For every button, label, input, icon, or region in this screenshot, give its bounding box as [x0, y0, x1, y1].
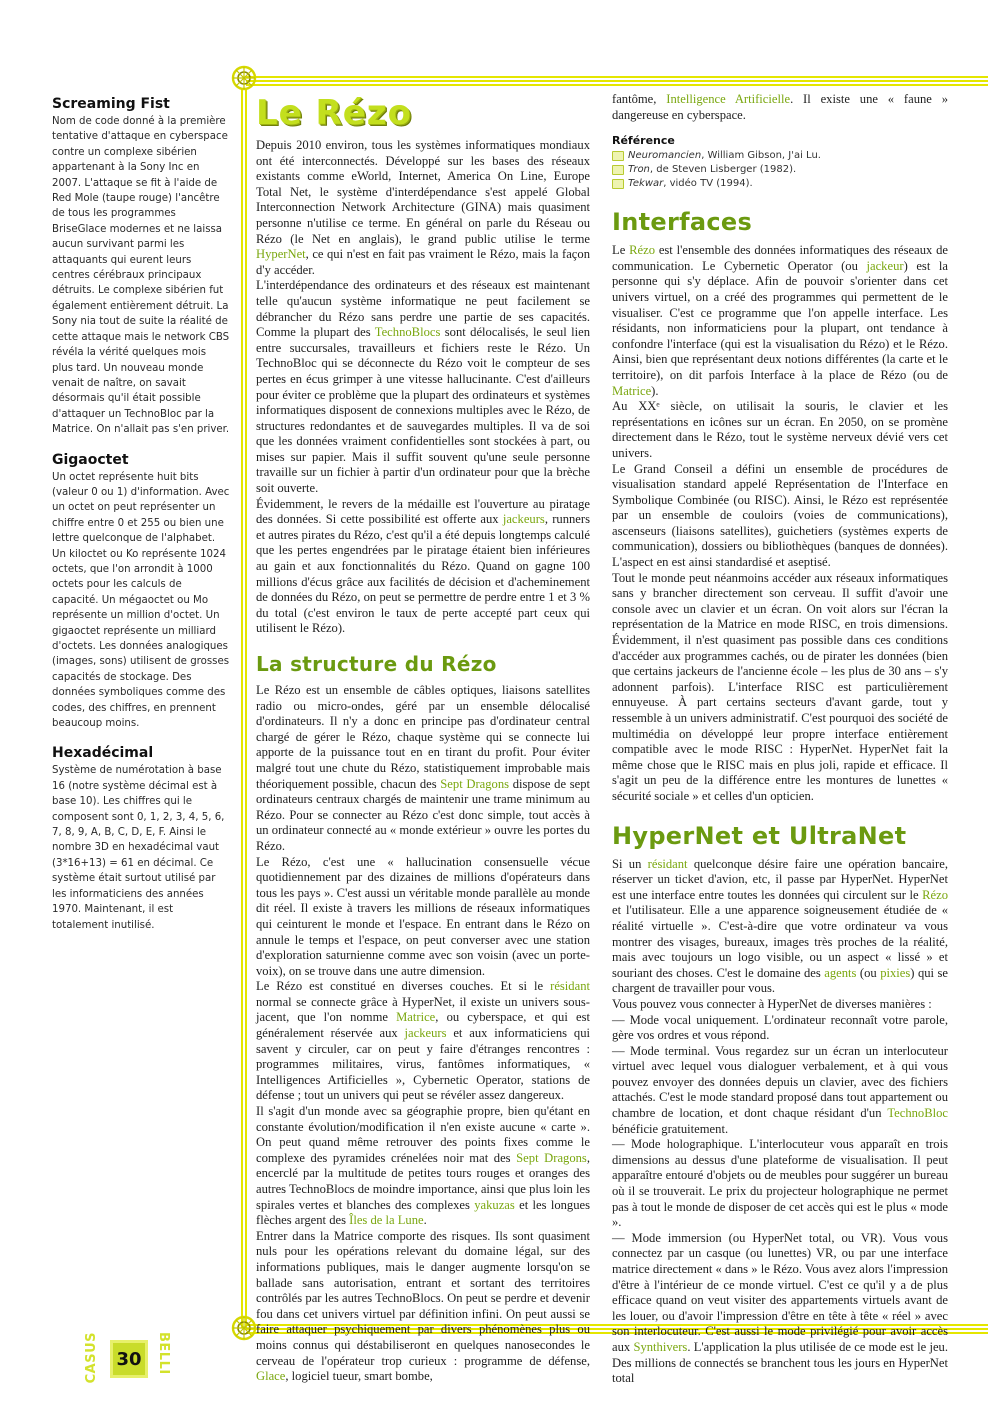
glossary-entry-hexadecimal	[52, 745, 230, 932]
cross-reference: Intelligence Artificielle	[666, 92, 791, 106]
text-run: L'interdépendance des ordinateurs et des réseaux est maintenant telle qu'aucun système informatique ne peut facilement se débrancher du Rézo sans perdre une partie de ses capacités. Comme la plupart des	[256, 278, 590, 340]
cross-reference: Rézo	[922, 887, 948, 902]
cross-reference: jackeur	[866, 258, 904, 273]
text-run: — Mode holographique. L'interlocuteur vous apparaît en trois dimensions au dessus d'une plateforme de visualisation. Il peut apparaître entouré d'objets ou de meubles pour suggérer un bureau où il se trouverait. Le prix du projecteur holographique ne permet pas à tout le monde de disposer de cet accès qui est le plus « mode ».	[612, 1137, 948, 1230]
reference-title: Tron	[628, 164, 650, 176]
text-run: , ce qui n'est en fait pas vraiment le Rézo, mais la façon d'y accéder.	[256, 247, 590, 277]
text-run: sont délocalisés, le seul lien entre succursales, travailleurs et fichiers reste le Rézo. Un TechnoBloc qui se déconnecte du Rézo voit le compteur de ses pertes en écus grimper à une vitesse hallucinante. C'est d'ailleurs pour éviter ce problème que la plupart des ordinateurs et systèmes informatiques disposent de connexions multiples avec le Rézo, de structures redondantes et de sauvegardes multiples. Il va de soi que les données vraiment confidentielles sont stockées à part, ou mises sur papier. Mais il suffit souvent qu'une seule personne travaille sur un fichier à partir d'un ordinateur pour que la brèche soit ouverte.	[256, 325, 590, 496]
paragraph	[612, 1044, 948, 1138]
text-run: Le Rézo est un ensemble de câbles optiques, liaisons satellites radio ou micro-ondes, géré par un ensemble délocalisé d'ordinateurs. Il n'y a donc en principe pas d'ordinateur central chargé de gérer le Rézo, chaque système qui se connecte lui apporte de la puissance tout en en tirant du profit. Pour éviter malgré tout une chute du Rézo, statistiquement improbable mais théoriquement possible, chacun des	[256, 683, 590, 791]
cross-reference: Matrice	[612, 383, 652, 398]
paragraph	[256, 1104, 590, 1229]
interfaces-section	[612, 243, 948, 804]
text-run: bénéficie gratuitement.	[612, 1121, 729, 1136]
cross-reference: résidant	[550, 979, 590, 994]
frame-top-border	[246, 70, 988, 92]
text-run: est l'ensemble des données informatiques des réseaux de communication. Le Cybernetic Operator (ou	[612, 243, 949, 273]
glossary-definition: Système de numérotation à base 16 (notre système décimal est à base 10). Les chiffres qui le composent sont 0, 1, 2, 3, 4, 5, 6, 7, 8, 9, A, B, C, D, E, F. Ainsi le nombre 3D en hexadécimal vaut (3*16+13) = 61 en décimal. Ce système était surtout utilisé par les informaticiens des années 1970. Maintenant, il est totalement inutilisé.	[52, 765, 225, 931]
page-number: 30	[116, 1348, 142, 1370]
paragraph	[256, 683, 590, 855]
article-column-right	[612, 92, 948, 1387]
glossary-term: Hexadécimal	[52, 745, 154, 762]
paragraph	[256, 1229, 590, 1385]
text-run: Le Grand Conseil a défini un ensemble de procédures de visualisation standard appelé Représentation de l'Interface en Symbolique Combinée (ou RISC). Ainsi, le Rézo est représentée par un ensemble de couloirs (voies de communications), ascenseurs (liaisons satellites), guichetiers (systèmes experts de communication), dossiers ou bibliothèques (banques de données). L'aspect en est ainsi standardisé et aseptisé.	[612, 461, 948, 570]
section-title-hypernet: HyperNet et UltraNet	[612, 821, 907, 850]
article-title: Le Rézo	[256, 93, 412, 133]
paragraph	[612, 243, 948, 399]
glossary-term: Gigaoctet	[52, 451, 129, 468]
text-run: fantôme,	[612, 92, 667, 106]
reference-detail: , de Steven Lisberger (1982).	[649, 164, 797, 176]
paragraph	[256, 979, 590, 1104]
frame-left-border	[241, 88, 248, 1328]
text-run: Le Rézo, c'est une « hallucination consensuelle vécue quotidiennement par des dizaines de millions d'opérateurs dans tous les pays ». C'est aussi un véritable monde parallèle au monde dit réel. Il existe à travers les millions de réseaux informatiques qui ceinturent le monde et l'espace. En entrant dans le Rézo on annule le temps et l'espace, on peut converser avec une station d'exploration saturnienne comme avec son voisin (avec un porte-voix), on se trouve dans une autre dimension.	[256, 854, 590, 978]
text-run: et l'utilisateur. Elle a une apparence soigneusement étudiée de « réalité virtuelle ». C'est-à-dire que votre ordinateur va vous montrer des visages, bureaux, images très proches de la réalité, mais avec toujours un logo visible, ou un aspect « lissé » et souriant des choses. C'est le domaine des	[612, 903, 948, 980]
cross-reference: TechnoBloc	[887, 1106, 948, 1121]
section-title-interfaces: Interfaces	[612, 208, 753, 237]
paragraph	[612, 857, 948, 997]
continuation-section	[612, 92, 948, 123]
paragraph	[612, 1013, 948, 1044]
text-run: Au XXᵉ siècle, on utilisait la souris, le clavier et les représentations en icônes sur un écran. En 2050, on se promène directement dans le Rézo, tout le système nerveux dévié vers cet univers.	[612, 399, 948, 460]
text-run: . L'application la plus utilisée de ce mode est le jeu. Des millions de connectés se branchent tous les jours en HyperNet total	[612, 1339, 948, 1386]
cross-reference: Rézo	[629, 243, 655, 258]
text-run: et aux informaticiens qui savent y circuler, car on peut y faire d'étranges rencontres : programmes militaires, virus, fantômes informatiques, « Intelligences Artificielles », Cybernetic Operator, stations de défense ; tout un univers qui peut se révéler assez dangereux.	[256, 1026, 590, 1103]
cross-reference: jackeurs	[404, 1026, 447, 1041]
magazine-logo-left: CASUS	[84, 1332, 99, 1384]
paragraph	[612, 399, 948, 461]
text-run: ).	[651, 383, 659, 398]
paragraph	[612, 571, 948, 805]
text-run: Si un	[612, 856, 648, 871]
film-icon	[612, 165, 624, 175]
paragraph	[612, 1231, 948, 1387]
text-run: Tout le monde peut néanmoins accéder aux réseaux informatiques sans y brancher directement son cerveau. Il suffit d'avoir une console avec un clavier et un écran. On voit alors sur l'écran la représentation de la Matrice en mode RISC, en trois dimensions. Évidemment, il n'est quasiment pas possible dans ces conditions d'accéder aux programmes cachés, ou de pirater les données (bien que certains jackeurs de l'ancienne école – les plus de 30 ans – s'y adonnent parfois). L'interface RISC est particulièrement ennuyeuse. À part certains secteurs d'avant garde, tout y ressemble à un univers administratif. C'est pourquoi des société de multimédia on développé leur propre interface entièrement compatible avec le mode RISC : HyperNet. HyperNet fait la même chose que le RISC mais en plus joli, rapide et efficace. Il s'agit un peu de la différence entre les montures de lunettes « sécurité sociale » et celles d'un opticien.	[612, 570, 948, 803]
page-footer	[84, 1330, 194, 1394]
glossary-sidebar	[52, 96, 230, 947]
glossary-entry-screaming-fist	[52, 96, 230, 438]
text-run: .	[423, 1213, 427, 1228]
tv-icon	[612, 179, 624, 189]
text-run: . Il existe une « faune » dangereuse en cyberspace.	[612, 92, 949, 122]
reference-detail: , William Gibson, J'ai Lu.	[701, 150, 821, 162]
text-run: Le Rézo est constitué en diverses couches. Et si le	[256, 979, 551, 994]
glossary-definition: Un octet représente huit bits (valeur 0 ou 1) d'information. Avec un octet on peut représenter un chiffre entre 0 et 255 ou bien une lettre quelconque de l'alphabet. Un kiloctet ou Ko représente 1024 octets, que l'on arrondit à 1000 octets pour les calculs de capacité. Un mégaoctet ou Mo représente un million d'octet. Un gigaoctet représente un milliard d'octets. Les données analogiques (images, sons) utilisent de grosses capacités de stockage. Des données symboliques comme des codes, des chiffres, en prennent beaucoup moins.	[52, 471, 230, 730]
text-run: Il s'agit d'un monde avec sa géographie propre, bien qu'étant en constante évolution/modification il n'en existe aucune « carte ». On peut quand même retrouver des points fixes comme le complexe des pyramides crénelées noir mat des	[256, 1104, 590, 1165]
references-list	[612, 149, 948, 191]
hypernet-section	[612, 857, 948, 1387]
paragraph	[612, 92, 948, 123]
text-run: (ou	[856, 965, 881, 980]
cross-reference: Îles de la Lune	[349, 1213, 424, 1228]
celtic-knot-icon	[230, 1314, 258, 1342]
reference-detail: , vidéo TV (1994).	[663, 178, 753, 190]
text-run: quelconque désire faire une opération bancaire, réserver un ticket d'avion, etc, il passe par HyperNet. HyperNet est une interface entre toutes les données qui circulent sur le	[612, 856, 948, 902]
text-run: , ou cyberspace, et qui est généralement réservée aux	[256, 1010, 590, 1041]
cross-reference: résidant	[647, 856, 688, 871]
paragraph	[612, 1137, 948, 1231]
text-run: et les longues flèches argent des	[256, 1197, 590, 1228]
cross-reference: yakuzas	[474, 1197, 515, 1212]
text-run: dispose de sept ordinateurs centraux chargés de maintenir une trame minimum au Rézo. Pour se connecter au Rézo c'est donc simple, tout accès à un ordinateur connecté au « monde extérieur » ouvre les portes du Rézo.	[256, 776, 590, 853]
paragraph	[612, 462, 948, 571]
paragraph	[256, 278, 590, 496]
references-title: Référence	[612, 134, 675, 148]
paragraph	[256, 497, 590, 637]
text-run: — Mode vocal uniquement. L'ordinateur reconnaît votre parole, gère vos ordres et vous répond.	[612, 1012, 948, 1043]
text-run: , runners et autres pirates du Rézo, c'est qu'il a été depuis longtemps calculé que les pertes engendrées par le piratage étaient bien inférieures au gain et aux fonctionnalités du Rézo. Quand on gagne 100 millions d'écus grâce aux facilités de décision et d'acheminement de données du Rézo, on peut se permettre de perdre entre 1 et 3 % du total (c'est environ le taux de perte accepté part ceux qui utilisent le Rézo).	[256, 512, 590, 636]
cross-reference: HyperNet	[256, 247, 306, 262]
text-run: , encerclé par la multitude de petites tours rouges et oranges des autres TechnoBlocs de moindre importance, ainsi que plus loin les spirales vertes et blanches des complexes	[256, 1150, 590, 1212]
text-run: Depuis 2010 environ, tous les systèmes informatiques mondiaux ont été interconnectés. Développé sur les bases des réseaux existants comme eWorld, Internet, America On Line, Europe Total Net, le système d'interdépendance s'est appelé Global Interconnection Network Architecture (GINA) mais quasiment personne n'utilise ce terme. En général on parle du Réseau ou Rézo (le Net en anglais), le grand public utilise le terme	[256, 138, 590, 246]
glossary-entry-gigaoctet	[52, 452, 230, 732]
reference-item	[612, 163, 948, 177]
reference-title: Neuromancien	[628, 150, 702, 162]
section-title-structure: La structure du Rézo	[256, 652, 497, 676]
celtic-knot-icon	[230, 64, 258, 92]
cross-reference: pixies	[880, 965, 911, 980]
glossary-term: Screaming Fist	[52, 96, 170, 112]
cross-reference: Sept Dragons	[440, 776, 510, 791]
reference-item	[612, 149, 948, 163]
glossary-definition: Nom de code donné à la première tentative d'attaque en cyberspace contre un complexe sibérien appartenant à la Sony Inc en 2007. L'attaque se fit à l'aide de Red Mole (taupe rouge) l'ancêtre de tous les programmes BriseGlace modernes et ne laissa aucun survivant parmi les attaquants qui eurent leurs centres cérébraux principaux détruits. Le complexe sibérien fut également entièrement détruit. La Sony nia tout de suite la réalité de cette attaque mais le network CBS révéla la vérité quelques mois plus tard. Un nouveau monde venait de naître, on savait désormais qu'il était possible d'attaquer un TechnoBloc par la Matrice. On n'allait pas s'en priver.	[52, 116, 230, 436]
text-run: Évidemment, le revers de la médaille est l'ouverture au piratage des données. Si cette possibilité est offerte aux	[256, 496, 590, 527]
text-run: , logiciel tueur, smart bombe,	[285, 1369, 433, 1384]
page-number-box	[110, 1340, 148, 1378]
cross-reference: jackeurs	[502, 512, 545, 527]
structure-section	[256, 683, 590, 1385]
cross-reference: Synthivers	[633, 1339, 688, 1354]
cross-reference: TechnoBlocs	[374, 325, 441, 340]
paragraph	[612, 997, 948, 1013]
magazine-logo-right: BELLI	[156, 1332, 171, 1375]
text-run: Vous pouvez vous connecter à HyperNet de diverses manières :	[612, 996, 932, 1011]
text-run: ) qui se chargent de travailler pour vous.	[612, 965, 948, 996]
text-run: ) est la personne qui s'y déplace. Afin de pouvoir s'orienter dans cet univers virtuel, on a créé des programmes qui permettent de le visualiser. C'est ce programme que l'on appelle interface. Les résidants, non informaticiens pour la plupart, ont tendance à confondre l'interface (qui est la visualisation du Rézo) et le Rézo. Ainsi, bien que représentant deux notions différentes (la carte et le territoire), on dit parfois Interface à la place de Rézo (ou de	[612, 258, 949, 382]
text-run: — Mode immersion (ou HyperNet total, ou VR). Vous vous connectez par un casque (ou lunettes) VR, ou par une interface matrice directement « dans » le Rézo. Vous avez alors l'impression d'être à l'intérieur de ce monde virtuel. C'est ce qu'il y a de plus efficace quand on veut visiter des appartements virtuels avant de les louer, ou d'avoir l'impression d'être en tête à tête « réel » avec son interlocuteur. C'est aussi le mode privilégié pour avoir accès aux	[612, 1230, 948, 1354]
reference-item	[612, 177, 948, 191]
text-run: Entrer dans la Matrice comporte des risques. Ils sont quasiment nuls pour les opérations relevant du domaine légal, sur des informations publiques, mais le danger augmente lorsqu'on se ballade sans autorisation, entrant et sortant des territoires contrôlés par les autres TechnoBlocs. On peut se perdre et devenir fou dans cet univers virtuel par définition infini. On peut aussi se faire attaquer psychiquement par divers phénomènes plus ou moins connus qui déstabiliseront en quelques nanosecondes le cerveau de l'opérateur trop curieux : programme de défense,	[256, 1228, 590, 1368]
paragraph	[256, 855, 590, 980]
paragraph	[256, 138, 590, 278]
text-run: — Mode terminal. Vous regardez sur un écran un interlocuteur virtuel avec lequel vous dialoguer verbalement, et à qui vous pouvez envoyer des données depuis un clavier, avec des fichiers attachés. C'est le mode standard proposé dans tout appartement ou chambre de location, et dont chaque résidant d'un	[612, 1043, 948, 1121]
cross-reference: Matrice	[396, 1010, 436, 1025]
text-run: normal se connecte grâce à HyperNet, il existe un univers sous-jacent, que l'on nomme	[256, 994, 590, 1025]
cross-reference: agents	[824, 965, 857, 980]
cross-reference: Sept Dragons	[516, 1150, 587, 1165]
text-run: Le	[612, 243, 630, 258]
cross-reference: Glace	[256, 1369, 286, 1384]
reference-title: Tekwar	[628, 178, 664, 190]
article-column-middle	[256, 92, 590, 1385]
book-icon	[612, 151, 624, 161]
intro-section	[256, 138, 590, 637]
